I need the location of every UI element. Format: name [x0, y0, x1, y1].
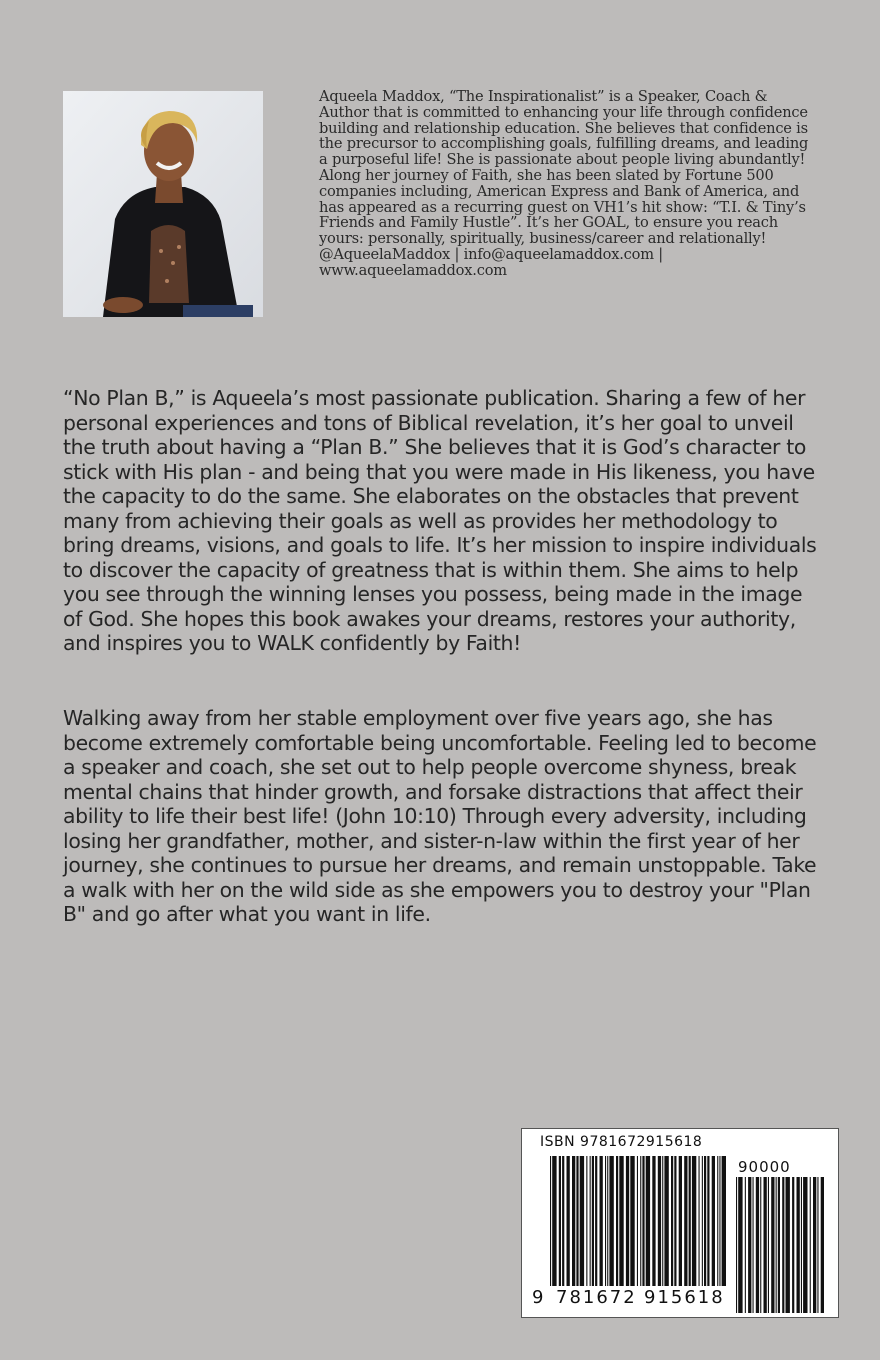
barcode-bar: [736, 1177, 737, 1313]
barcode-bar: [813, 1177, 816, 1313]
barcode-bar: [768, 1177, 769, 1313]
barcode-bar: [609, 1156, 613, 1286]
barcode-bar: [810, 1177, 811, 1313]
barcode-bar: [817, 1177, 818, 1313]
isbn-barcode: [521, 1128, 839, 1318]
barcode-bar: [652, 1156, 655, 1286]
bio-text: Aqueela Maddox, “The Inspirationalist” is a Speaker, Coach & Author that is committed to enhancing your life through confidence building and relationship education. She believes that confidence is the precursor to accomplishing goals, fulfilling dreams, and leading a purposeful life! She is passionate about people living abundantly! Along her journey of Faith, she has been slated by Fortune 500 companies including, American Express and Bank of America, and has appeared as a recurring guest on VH1’s hit show: “T.I. & Tiny’s Friends and Family Hustle”. It’s her GOAL, to ensure you reach yours: personally, spiritually, business/career and relationally!: [319, 88, 809, 248]
barcode-bar: [550, 1156, 551, 1286]
barcode-bar: [719, 1156, 720, 1286]
description-paragraph-1: “No Plan B,” is Aqueela’s most passionate publication. Sharing a few of her personal experiences and tons of Biblical revelation, it’s her goal to unveil the truth about having a “Plan B.” She believes that it is God’s character to stick with His plan - and being that you were made in His likeness, you have the capacity to do the same. She elaborates on the obstacles that prevent many from achieving their goals as well as provides her methodology to bring dreams, visions, and goals to life. It’s her mission to inspire individuals to discover the capacity of greatness that is within them. She aims to help you see through the winning lenses you possess, being made in the image of God. She hopes this book awakes your dreams, restores your authority, and inspires you to WALK confidently by Faith!: [63, 386, 817, 655]
barcode-bar: [600, 1156, 603, 1286]
barcode-bar: [567, 1156, 570, 1286]
barcode-lead-digit: 9: [532, 1287, 544, 1308]
barcode-bar: [782, 1177, 784, 1313]
barcode-bar: [753, 1177, 754, 1313]
barcode-bar: [580, 1156, 584, 1286]
barcode-bar: [576, 1156, 578, 1286]
barcode-bar: [797, 1177, 800, 1313]
barcode-bar: [630, 1156, 634, 1286]
barcode-bar: [562, 1156, 564, 1286]
barcode-bar: [745, 1177, 746, 1313]
description-paragraph-2: Walking away from her stable employment over five years ago, she has become extremely comfortable being uncomfortable. Feeling led to become a speaker and coach, she set out to help people overcome shyness, break mental chains that hinder growth, and forsake distractions that affect their ability to life their best life! (John 10:10) Through every adversity, including losing her grandfather, mother, and sister-n-law within the first year of her journey, she continues to pursue her dreams, and remain unstoppable. Take a walk with her on the wild side as she empowers you to destroy your "Plan B" and go after what you want in life.: [63, 706, 817, 926]
barcode-bar: [699, 1156, 700, 1286]
barcode-bar: [586, 1156, 587, 1286]
barcode-bar: [674, 1156, 676, 1286]
barcode-bar: [760, 1177, 761, 1313]
barcode-bar: [778, 1177, 780, 1313]
barcode-bar: [748, 1177, 751, 1313]
barcode-bar: [803, 1177, 807, 1313]
barcode-bar: [738, 1177, 742, 1313]
barcode-bar: [592, 1156, 594, 1286]
price-code: 90000: [738, 1158, 791, 1176]
barcode-bar: [704, 1156, 706, 1286]
barcode-bar: [679, 1156, 682, 1286]
barcode-bar: [821, 1177, 824, 1313]
barcode-bar: [776, 1177, 777, 1313]
isbn-label: ISBN 9781672915618: [540, 1134, 703, 1150]
barcode-bar: [722, 1156, 726, 1286]
barcode-bar: [671, 1156, 673, 1286]
barcode-bar: [764, 1177, 767, 1313]
barcode-right-digits: 915618: [644, 1287, 725, 1308]
barcode-bar: [792, 1177, 794, 1313]
barcode-bar: [590, 1156, 591, 1286]
barcode-bar: [707, 1156, 709, 1286]
barcode-bar: [658, 1156, 661, 1286]
barcode-bar: [712, 1156, 715, 1286]
author-portrait-icon: [63, 91, 263, 317]
barcode-left-digits: 781672: [556, 1287, 637, 1308]
barcode-bar: [605, 1156, 606, 1286]
barcode-bar: [640, 1156, 641, 1286]
barcode-bar: [637, 1156, 638, 1286]
barcode-bar: [572, 1156, 575, 1286]
barcode-bar: [786, 1177, 790, 1313]
barcode-bar: [607, 1156, 608, 1286]
barcode-bar: [662, 1156, 663, 1286]
barcode-bar: [717, 1156, 718, 1286]
barcode-bar: [642, 1156, 644, 1286]
barcode-bar: [552, 1156, 556, 1286]
barcode-bar: [646, 1156, 650, 1286]
author-bio: [319, 89, 821, 279]
author-photo: [63, 91, 263, 317]
barcode-bar: [689, 1156, 691, 1286]
barcode-bar: [664, 1156, 668, 1286]
contact-info: @AqueelaMaddox | info@aqueelamaddox.com | www.aqueelamaddox.com: [319, 245, 664, 279]
barcode-bar: [626, 1156, 629, 1286]
barcode-bar: [595, 1156, 597, 1286]
barcode-bar: [619, 1156, 623, 1286]
barcode-bar: [801, 1177, 802, 1313]
barcode-bar: [559, 1156, 561, 1286]
barcode-bar: [616, 1156, 618, 1286]
barcode-bar: [756, 1177, 759, 1313]
barcode-bar: [702, 1156, 703, 1286]
barcode-bar: [684, 1156, 687, 1286]
barcode-bar: [692, 1156, 696, 1286]
ean-barcode-bars: [548, 1156, 728, 1286]
barcode-bar: [771, 1177, 774, 1313]
addon-barcode-bars: [734, 1177, 824, 1313]
